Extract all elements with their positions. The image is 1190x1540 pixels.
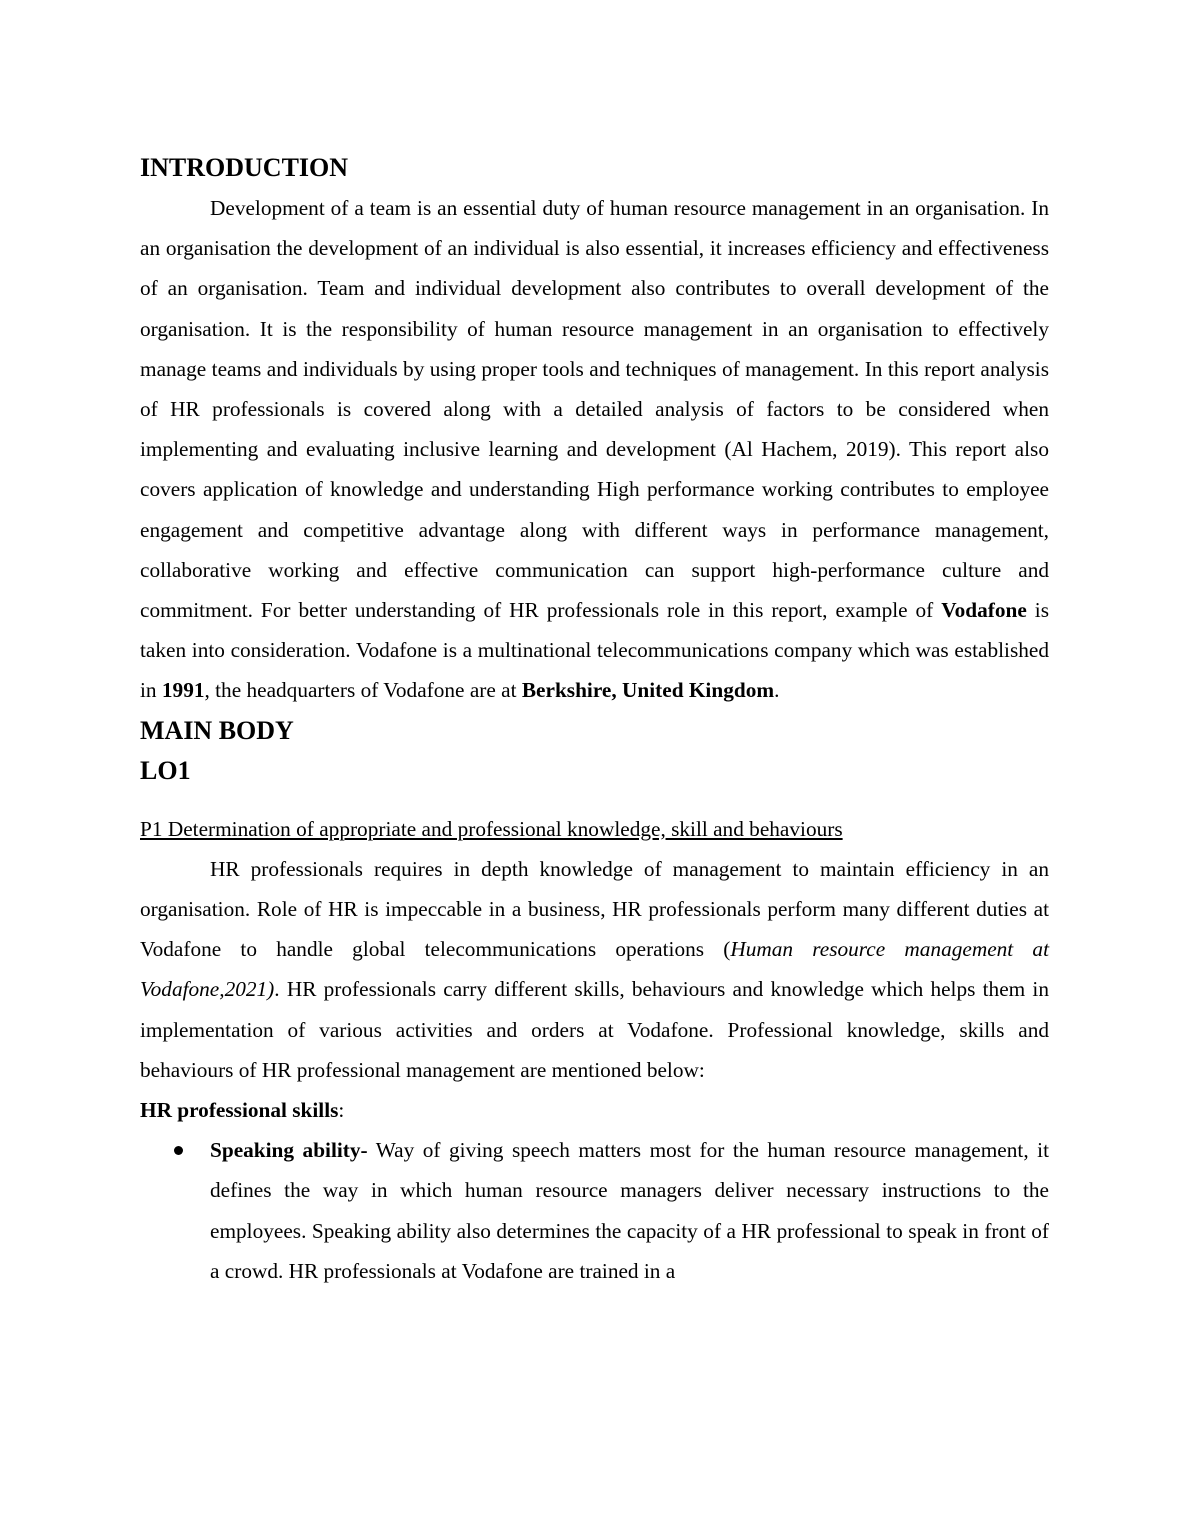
- headquarters: Berkshire, United Kingdom: [521, 678, 775, 703]
- introduction-paragraph: [140, 188, 1049, 711]
- skills-colon: :: [338, 1098, 345, 1123]
- hr-text-b: . HR professionals carry different skills, behaviours and knowledge which helps them in implementation of various activities and orders at Vodafone. Professional knowledge, skills and behaviours of HR professional management are mentioned below:: [140, 977, 1049, 1082]
- introduction-heading: INTRODUCTION: [140, 153, 349, 182]
- lo1-heading: LO1: [140, 755, 191, 785]
- hr-text-a: HR professionals requires in depth knowledge of management to maintain efficiency in an organisation. Role of HR is impeccable in a business, HR professionals perform many different duties at Vodafone to handle global telecommunications operations (: [140, 856, 1049, 962]
- company-name: Vodafone: [941, 598, 1027, 623]
- intro-text-1: Development of a team is an essential duty of human resource management in an organisation. In an organisation the development of an individual is also essential, it increases efficiency and effectiveness of an organisation. Team and individual development also contributes to overall development of the organisation. It is the responsibility of human resource management in an organisation to effectively manage teams and individuals by using proper tools and techniques of management. In this report analysis of HR professionals is covered along with a detailed analysis of factors to be considered when implementing and evaluating inclusive learning and development (Al Hachem, 2019). This report also covers application of knowledge and understanding High performance working contributes to employee engagement and competitive advantage along with different ways in performance management, collaborative working and effective communication can support high-performance culture and commitment. For better understanding of HR professionals role in this report, example of: [140, 196, 1049, 623]
- list-item: [140, 1130, 1049, 1291]
- established-year: 1991: [161, 678, 205, 703]
- citation: Human resource management at Vodafone,2021): [140, 937, 1049, 1002]
- bullet-icon: [174, 1146, 183, 1155]
- skills-heading: HR professional skills: [140, 1098, 339, 1123]
- intro-text-2: is taken into consideration. Vodafone is a multinational telecommunications company which was established in: [140, 598, 1049, 703]
- intro-text-4: .: [774, 678, 780, 703]
- skills-list: [140, 1130, 1049, 1291]
- bullet-text: Way of giving speech matters most for the human resource management, it defines the way in which human resource managers deliver necessary instructions to the employees. Speaking ability also determines the capacity of a HR professional to speak in front of a crowd. HR professionals at Vodafone are trained in a: [210, 1138, 1049, 1283]
- bullet-term: Speaking ability-: [210, 1138, 368, 1163]
- intro-text-3: , the headquarters of Vodafone are at: [204, 678, 522, 703]
- p1-subheading: P1 Determination of appropriate and professional knowledge, skill and behaviours: [140, 816, 843, 841]
- main-body-heading: MAIN BODY: [140, 715, 294, 745]
- skills-heading-line: [140, 1090, 1049, 1130]
- hr-knowledge-paragraph: [140, 849, 1049, 1090]
- document-page: [140, 148, 1049, 1291]
